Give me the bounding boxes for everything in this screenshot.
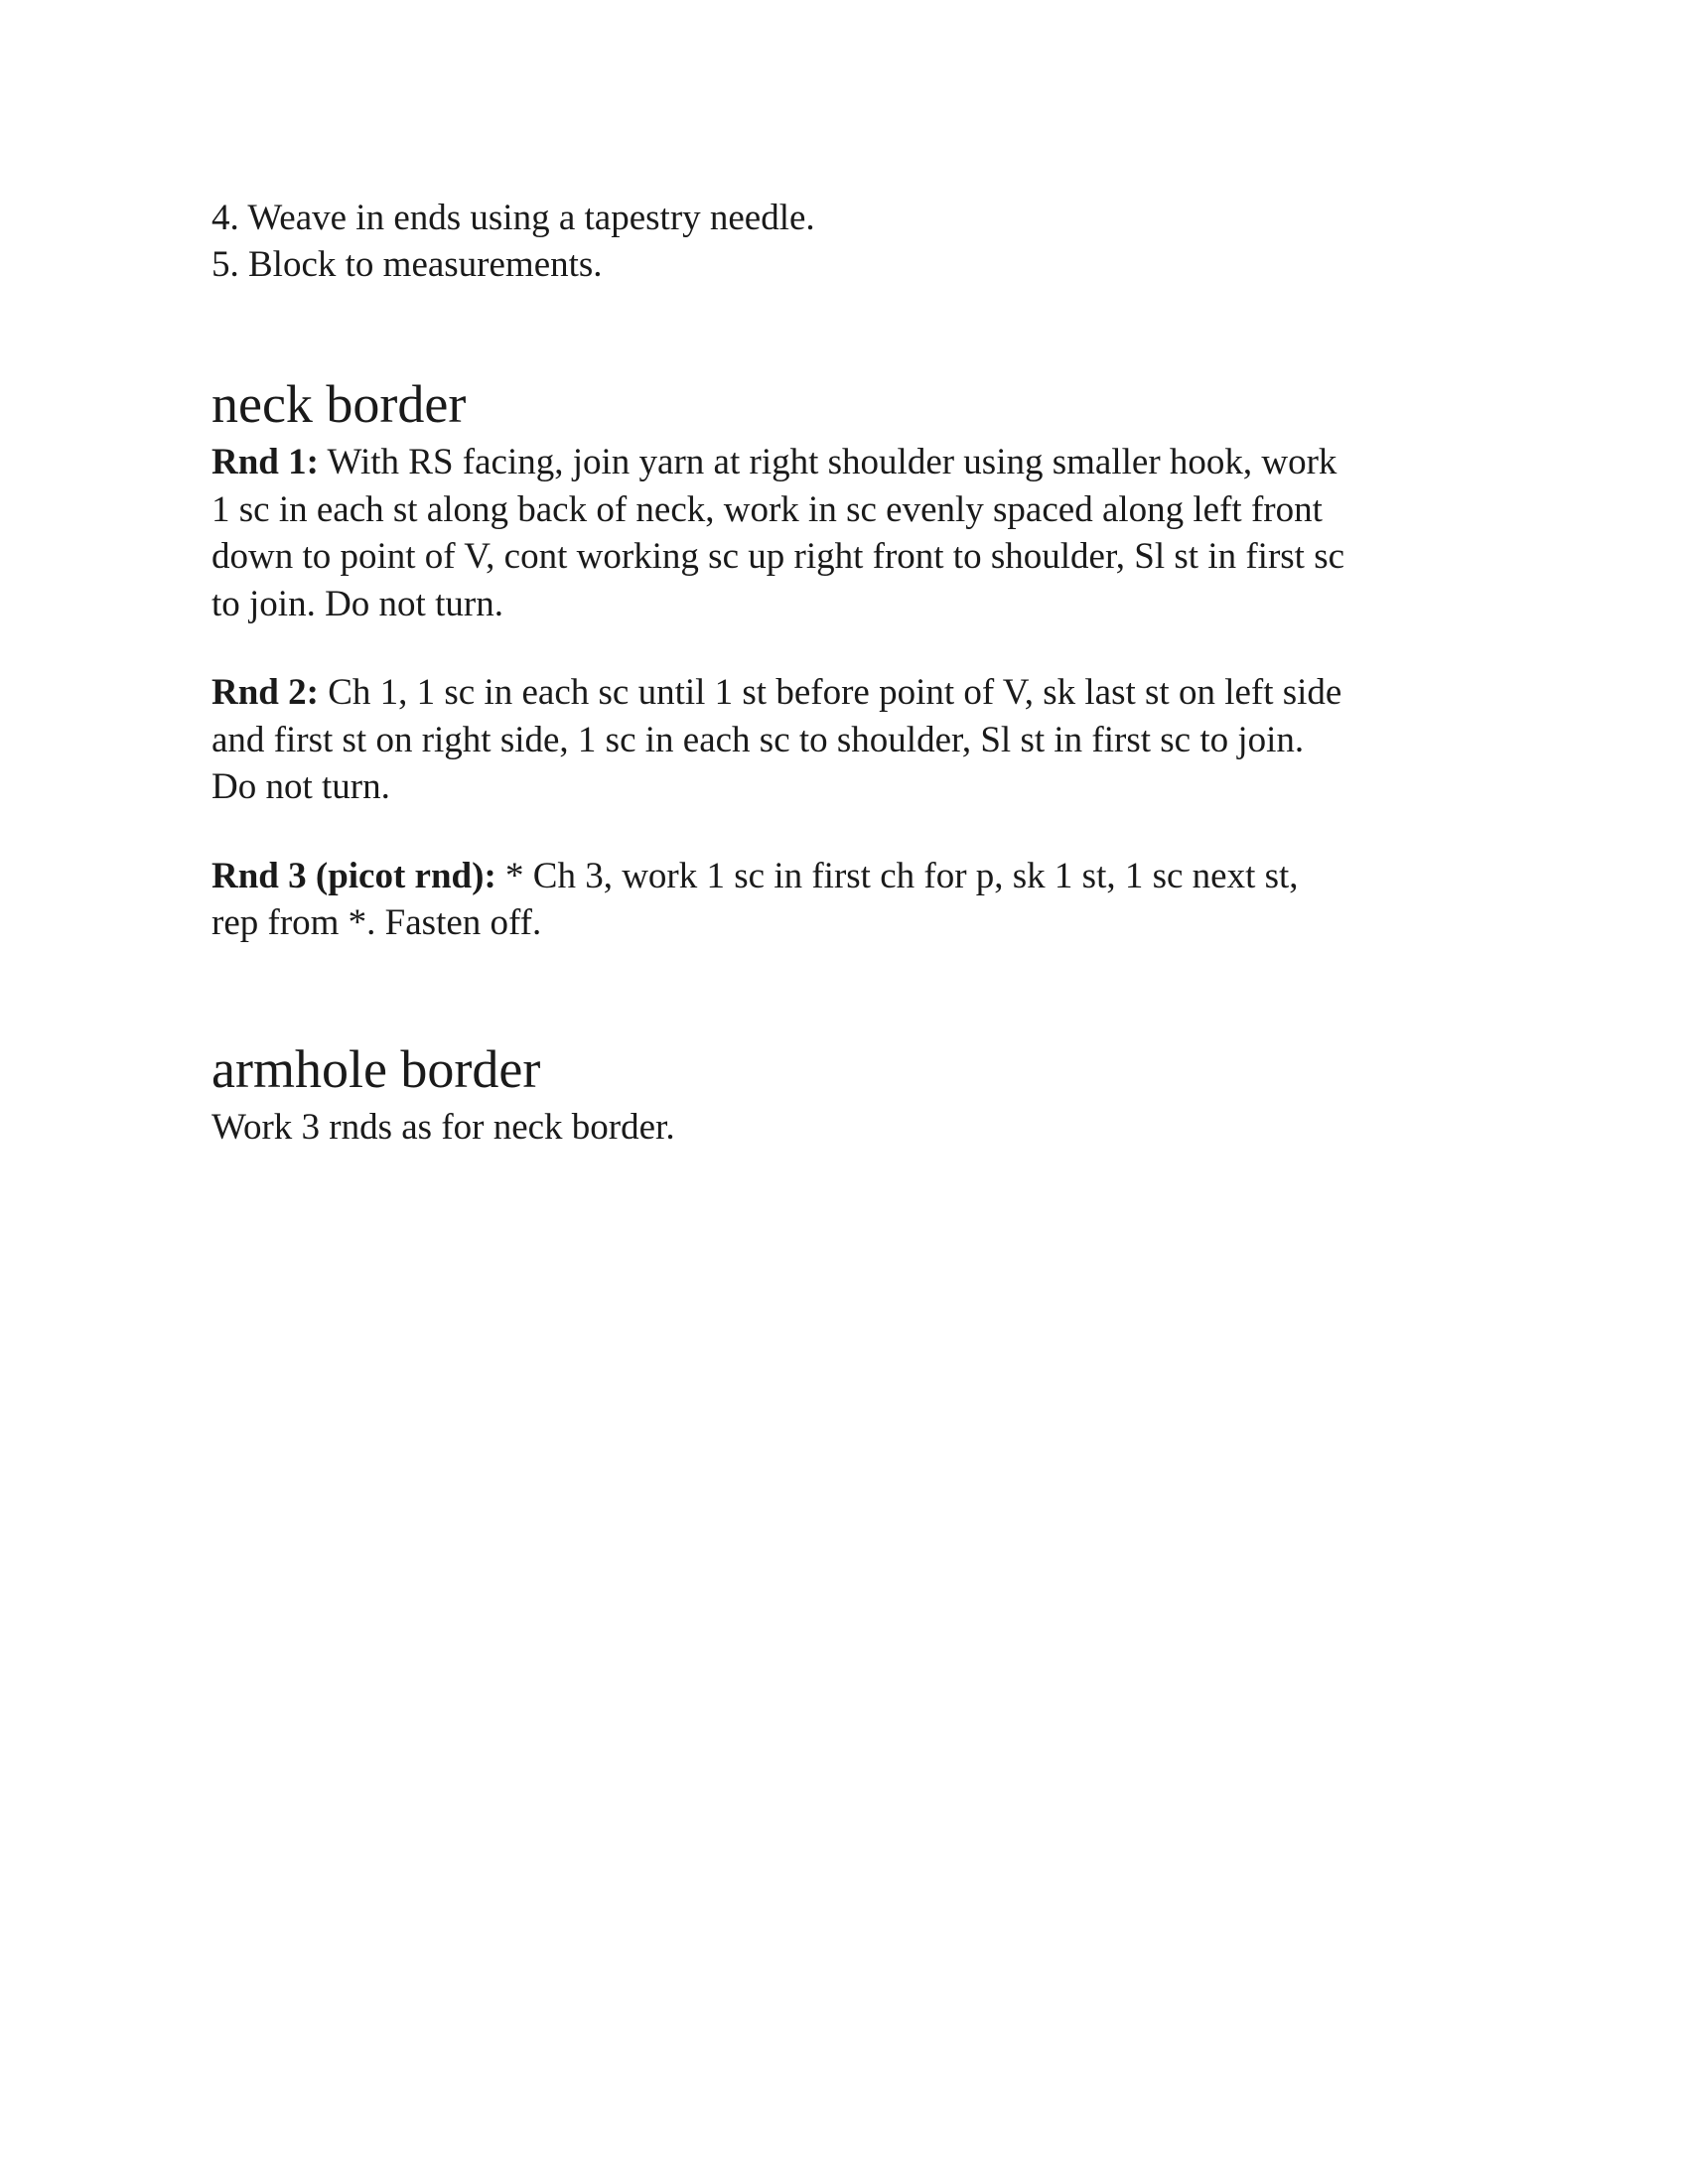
round-1-paragraph	[211, 439, 1502, 627]
round-2-label: Rnd 2:	[211, 672, 319, 713]
neck-border-heading: neck border	[211, 374, 467, 434]
finishing-step: 4. Weave in ends using a tapestry needle.	[211, 198, 815, 238]
round-1-text-line: With RS facing, join yarn at right shoulder using smaller hook, work	[327, 442, 1337, 482]
armhole-border-heading: armhole border	[211, 1038, 541, 1099]
round-3-text-line: rep from *. Fasten off.	[211, 902, 542, 943]
round-3-label: Rnd 3 (picot rnd):	[211, 855, 496, 896]
round-1-text-line: to join. Do not turn.	[211, 583, 503, 624]
round-1-text-line: 1 sc in each st along back of neck, work in sc evenly spaced along left front	[211, 488, 1323, 530]
round-1-text-line: down to point of V, cont working sc up right front to shoulder, Sl st in first sc	[211, 536, 1345, 577]
armhole-border-text: Work 3 rnds as for neck border.	[211, 1106, 675, 1148]
round-2-text-line: Do not turn.	[211, 766, 390, 807]
round-3-paragraph	[211, 853, 1502, 947]
finishing-step: 5. Block to measurements.	[211, 244, 603, 285]
finishing-steps-list	[211, 195, 1502, 288]
page-content	[211, 195, 1502, 1151]
round-3-text-line: * Ch 3, work 1 sc in first ch for p, sk 1 st, 1 sc next st,	[505, 855, 1299, 896]
round-1-label: Rnd 1:	[211, 442, 319, 482]
round-2-text-line: Ch 1, 1 sc in each sc until 1 st before point of V, sk last st on left side	[328, 672, 1342, 713]
round-2-paragraph	[211, 669, 1502, 811]
round-2-text-line: and first st on right side, 1 sc in each sc to shoulder, Sl st in first sc to join.	[211, 719, 1305, 760]
